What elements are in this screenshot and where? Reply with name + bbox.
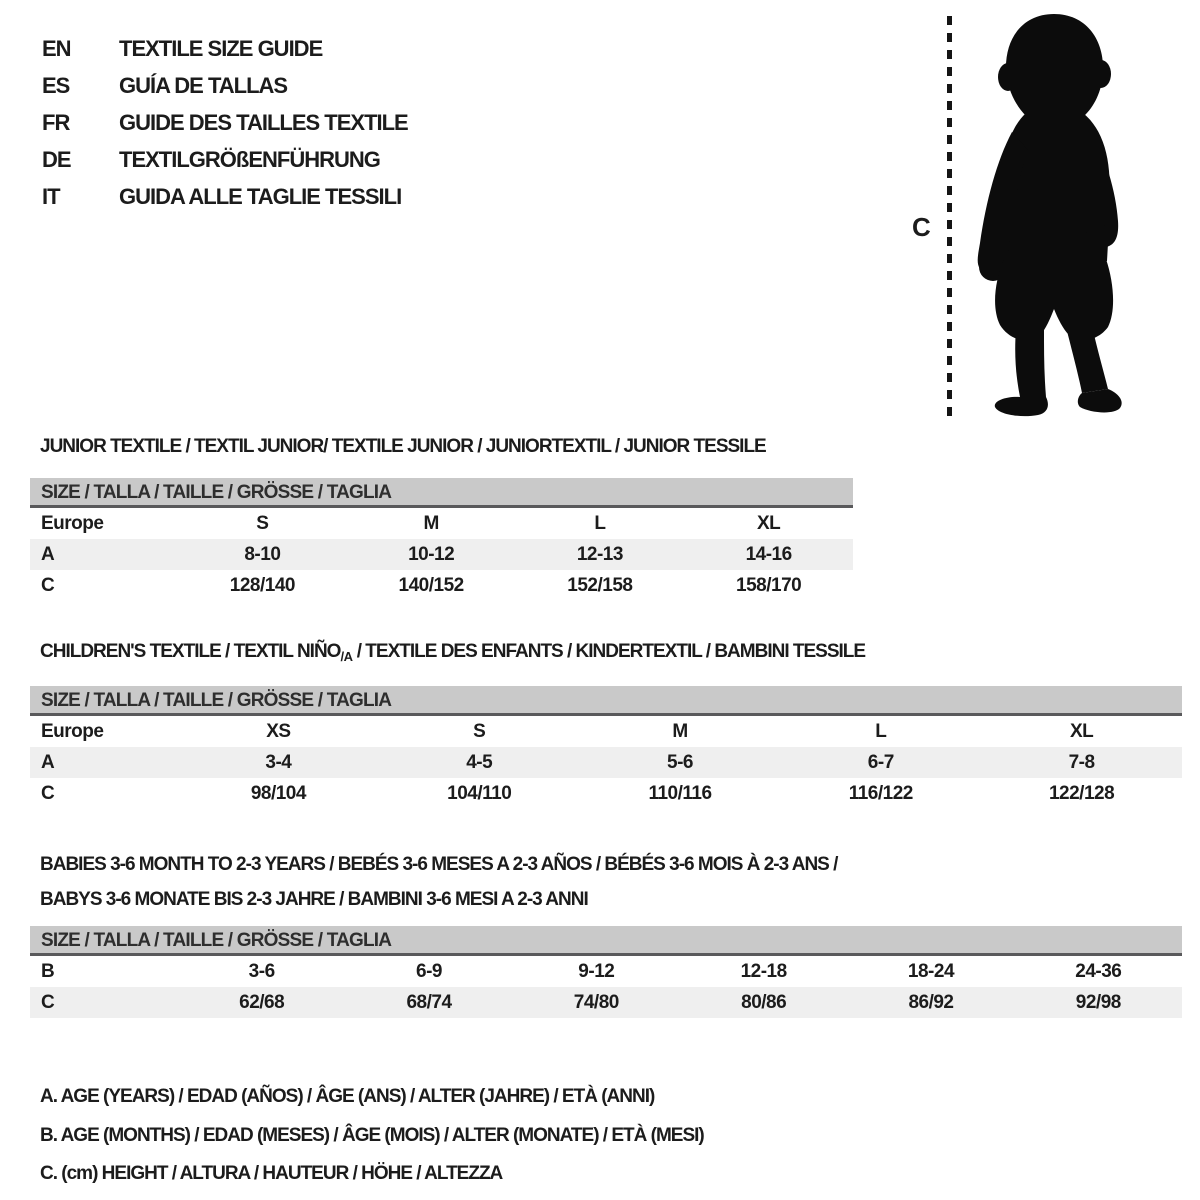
row-label: A	[41, 544, 55, 565]
height-value: 140/152	[398, 575, 464, 596]
size-header-bar: SIZE / TALLA / TAILLE / GRÖSSE / TAGLIA	[30, 926, 1182, 956]
row-label: Europe	[41, 721, 104, 742]
height-value: 98/104	[250, 783, 306, 804]
legend-line-b: B. AGE (MONTHS) / EDAD (MESES) / ÂGE (MOIS) / ALTER (MONATE) / ETÀ (MESI)	[40, 1124, 704, 1146]
height-measure-dashed-line	[947, 16, 952, 416]
table-row	[30, 508, 853, 539]
age-value: 12-13	[576, 544, 623, 565]
row-label: C	[41, 783, 55, 804]
height-measure-label: C	[912, 212, 930, 242]
guide-title: GUÍA DE TALLAS	[119, 73, 288, 98]
table-row	[30, 987, 1182, 1018]
size-value: XL	[1069, 721, 1094, 742]
height-value: 86/92	[908, 992, 954, 1013]
age-value: 18-24	[907, 961, 955, 982]
legend-line-a: A. AGE (YEARS) / EDAD (AÑOS) / ÂGE (ANS) / ALTER (JAHRE) / ETÀ (ANNI)	[40, 1086, 655, 1107]
language-code: ES	[42, 73, 70, 98]
age-value: 12-18	[740, 961, 787, 982]
age-value: 6-9	[416, 961, 442, 982]
row-label: Europe	[41, 513, 104, 534]
toddler-silhouette-icon	[966, 10, 1142, 418]
language-row-it	[42, 178, 408, 215]
age-value: 6-7	[867, 752, 894, 773]
height-value: 158/170	[736, 575, 802, 596]
size-value: S	[473, 721, 486, 742]
table-row	[30, 570, 853, 601]
legend-line-c: C. (cm) HEIGHT / ALTURA / HAUTEUR / HÖHE / ALTEZZA	[40, 1163, 503, 1184]
row-label: A	[41, 752, 55, 773]
table-row	[30, 747, 1182, 778]
children-title-pre: CHILDREN'S TEXTILE / TEXTIL NIÑO	[40, 641, 341, 662]
junior-size-table	[30, 478, 853, 601]
guide-title: GUIDE DES TAILLES TEXTILE	[119, 110, 408, 135]
language-row-en	[42, 30, 408, 67]
children-title-subscript: /A	[340, 649, 353, 664]
size-value: M	[672, 721, 688, 742]
age-value: 24-36	[1075, 961, 1122, 982]
size-value: M	[423, 513, 439, 534]
table-row	[30, 778, 1182, 809]
size-value: XL	[756, 513, 781, 534]
size-value: S	[256, 513, 269, 534]
height-value: 92/98	[1075, 992, 1121, 1013]
age-value: 5-6	[667, 752, 693, 773]
height-value: 122/128	[1048, 783, 1115, 804]
language-guide-list	[42, 30, 408, 215]
height-value: 152/158	[567, 575, 633, 596]
height-value: 110/116	[648, 783, 712, 804]
junior-section-title: JUNIOR TEXTILE / TEXTIL JUNIOR/ TEXTILE JUNIOR / JUNIORTEXTIL / JUNIOR TESSILE	[40, 436, 766, 457]
age-value: 4-5	[466, 752, 493, 773]
guide-title: GUIDA ALLE TAGLIE TESSILI	[119, 184, 402, 209]
height-value: 74/80	[573, 992, 619, 1013]
language-row-fr	[42, 104, 408, 141]
age-value: 10-12	[408, 544, 455, 565]
height-value: 104/110	[447, 783, 512, 804]
table-row	[30, 956, 1182, 987]
guide-title: TEXTILGRÖßENFÜHRUNG	[119, 147, 380, 172]
table-row	[30, 716, 1182, 747]
measurement-legend	[40, 1078, 704, 1194]
age-value: 3-6	[248, 961, 275, 982]
height-value: 80/86	[741, 992, 787, 1013]
size-value: L	[875, 721, 887, 742]
size-header-bar: SIZE / TALLA / TAILLE / GRÖSSE / TAGLIA	[30, 686, 1182, 716]
age-value: 14-16	[745, 544, 792, 565]
table-row	[30, 539, 853, 570]
children-title-post: / TEXTILE DES ENFANTS / KINDERTEXTIL / BAMBINI TESSILE	[352, 641, 866, 662]
language-code: DE	[42, 147, 71, 172]
age-value: 7-8	[1068, 752, 1095, 773]
children-size-table	[30, 686, 1182, 809]
language-row-es	[42, 67, 408, 104]
size-value: XS	[266, 721, 291, 742]
babies-section-title	[40, 847, 837, 917]
size-value: L	[594, 513, 606, 534]
height-value: 116/122	[848, 783, 913, 804]
height-value: 62/68	[239, 992, 285, 1013]
age-value: 3-4	[265, 752, 292, 773]
age-value: 8-10	[244, 544, 281, 565]
height-value: 128/140	[229, 575, 295, 596]
language-code: IT	[42, 184, 60, 209]
babies-title-line1: BABIES 3-6 MONTH TO 2-3 YEARS / BEBÉS 3-6 MESES A 2-3 AÑOS / BÉBÉS 3-6 MOIS À 2-3 ANS /	[40, 854, 838, 875]
row-label: C	[41, 992, 55, 1013]
language-code: FR	[42, 110, 70, 135]
language-row-de	[42, 141, 408, 178]
size-header-bar: SIZE / TALLA / TAILLE / GRÖSSE / TAGLIA	[30, 478, 853, 508]
babies-size-table	[30, 926, 1182, 1018]
age-value: 9-12	[578, 961, 615, 982]
row-label: C	[41, 575, 55, 596]
language-code: EN	[42, 36, 71, 61]
row-label: B	[41, 961, 55, 982]
guide-title: TEXTILE SIZE GUIDE	[119, 36, 323, 61]
height-value: 68/74	[406, 992, 452, 1013]
babies-title-line2: BABYS 3-6 MONATE BIS 2-3 JAHRE / BAMBINI 3-6 MESI A 2-3 ANNI	[40, 889, 588, 910]
children-section-title	[40, 641, 865, 664]
